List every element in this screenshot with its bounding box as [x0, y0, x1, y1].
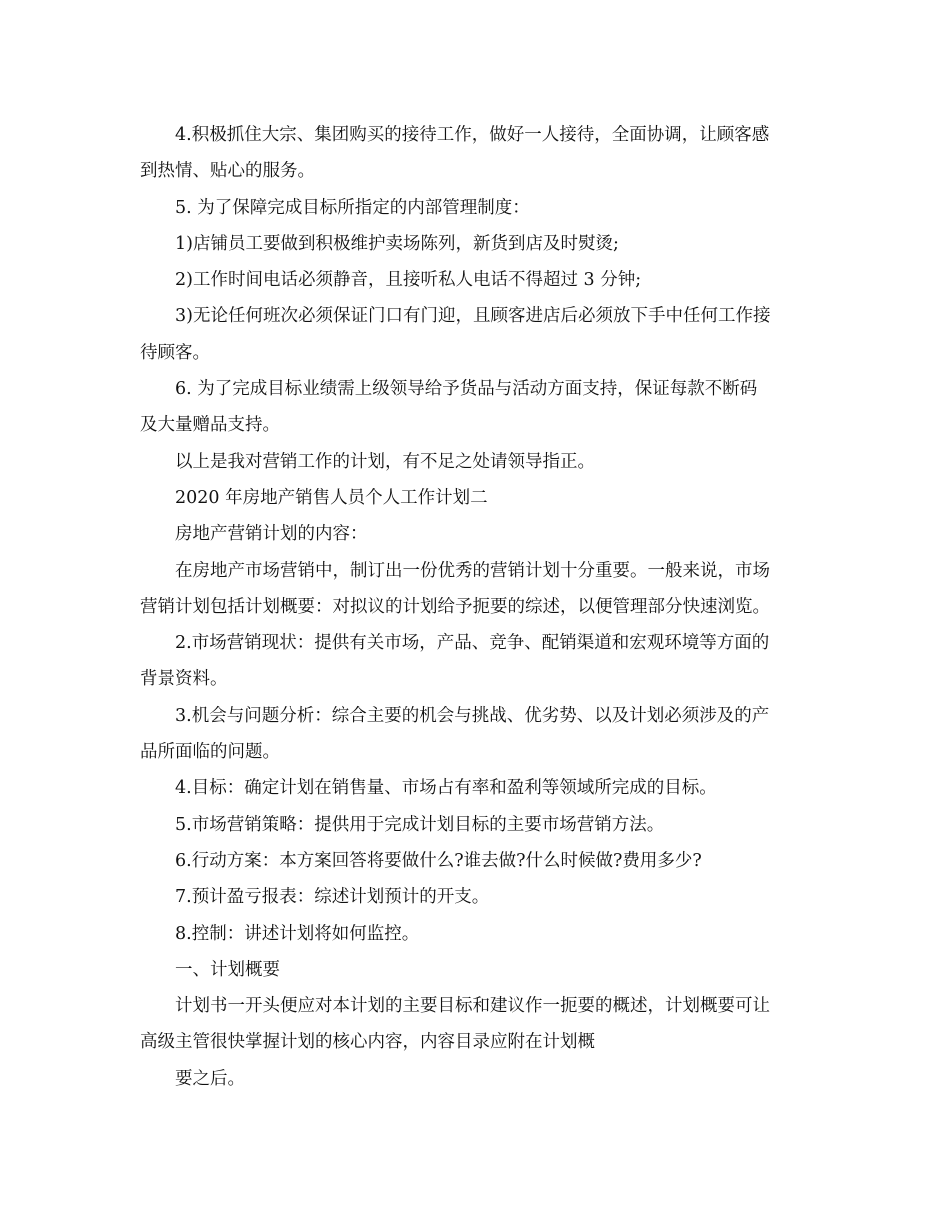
paragraph-line: 一、计划概要 — [175, 959, 280, 980]
paragraph-line: 6. 为了完成目标业绩需上级领导给予货品与活动方面支持，保证每款不断码 — [175, 379, 758, 400]
paragraph-line: 在房地产市场营销中，制订出一份优秀的营销计划十分重要。一般来说，市场 — [175, 560, 770, 581]
paragraph-line: 5.市场营销策略：提供用于完成计划目标的主要市场营销方法。 — [175, 814, 665, 835]
paragraph-line: 3.机会与问题分析：综合主要的机会与挑战、优劣势、以及计划必须涉及的产 — [175, 705, 770, 726]
paragraph-line: 房地产营销计划的内容： — [175, 524, 368, 545]
paragraph-line: 营销计划包括计划概要：对拟议的计划给予扼要的综述，以便管理部分快速浏览。 — [140, 596, 770, 617]
paragraph — [140, 988, 820, 1061]
paragraph-line: 6.行动方案：本方案回答将要做什么?谁去做?什么时候做?费用多少? — [175, 850, 702, 871]
paragraph-line: 背景资料。 — [140, 669, 228, 690]
paragraph — [140, 916, 820, 952]
paragraph — [140, 480, 820, 516]
paragraph-line: 到热情、贴心的服务。 — [140, 161, 315, 182]
paragraph-line: 1)店铺员工要做到积极维护卖场陈列，新货到店及时熨烫; — [175, 233, 619, 254]
paragraph-line: 7.预计盈亏报表：综述计划预计的开支。 — [175, 887, 490, 908]
paragraph — [140, 770, 820, 806]
paragraph — [140, 226, 820, 262]
paragraph-line: 计划书一开头便应对本计划的主要目标和建议作一扼要的概述，计划概要可让 — [175, 996, 770, 1017]
paragraph — [140, 807, 820, 843]
paragraph-line: 4.积极抓住大宗、集团购买的接待工作，做好一人接待，全面协调，让顾客感 — [175, 125, 770, 145]
paragraph — [140, 516, 820, 552]
paragraph — [140, 879, 820, 915]
paragraph — [140, 262, 820, 298]
paragraph — [140, 1061, 820, 1097]
paragraph — [140, 444, 820, 480]
paragraph — [140, 625, 820, 698]
document-body — [140, 117, 820, 1097]
paragraph-line: 8.控制：讲述计划将如何监控。 — [175, 923, 420, 944]
paragraph-line: 及大量赠品支持。 — [140, 415, 280, 436]
paragraph — [140, 952, 820, 988]
paragraph — [140, 298, 820, 371]
paragraph — [140, 698, 820, 771]
paragraph-line: 以上是我对营销工作的计划，有不足之处请领导指正。 — [175, 451, 595, 472]
paragraph-line: 品所面临的问题。 — [140, 742, 280, 763]
paragraph-line: 2.市场营销现状：提供有关市场，产品、竞争、配销渠道和宏观环境等方面的 — [175, 633, 770, 654]
paragraph — [140, 190, 820, 226]
paragraph-line: 2020 年房地产销售人员个人工作计划二 — [175, 487, 488, 508]
paragraph-line: 2)工作时间电话必须静音，且接听私人电话不得超过 3 分钟; — [175, 270, 642, 291]
paragraph-line: 3)无论任何班次必须保证门口有门迎，且顾客进店后必须放下手中任何工作接 — [175, 306, 771, 327]
paragraph — [140, 553, 820, 626]
paragraph-line: 要之后。 — [175, 1068, 245, 1089]
paragraph-line: 高级主管很快掌握计划的核心内容，内容目录应附在计划概 — [140, 1032, 595, 1053]
paragraph — [140, 117, 820, 190]
paragraph — [140, 843, 820, 879]
paragraph-line: 待顾客。 — [140, 342, 210, 363]
paragraph-line: 4.目标：确定计划在销售量、市场占有率和盈利等领域所完成的目标。 — [175, 778, 717, 799]
paragraph-line: 5. 为了保障完成目标所指定的内部管理制度： — [175, 197, 530, 218]
paragraph — [140, 371, 820, 444]
